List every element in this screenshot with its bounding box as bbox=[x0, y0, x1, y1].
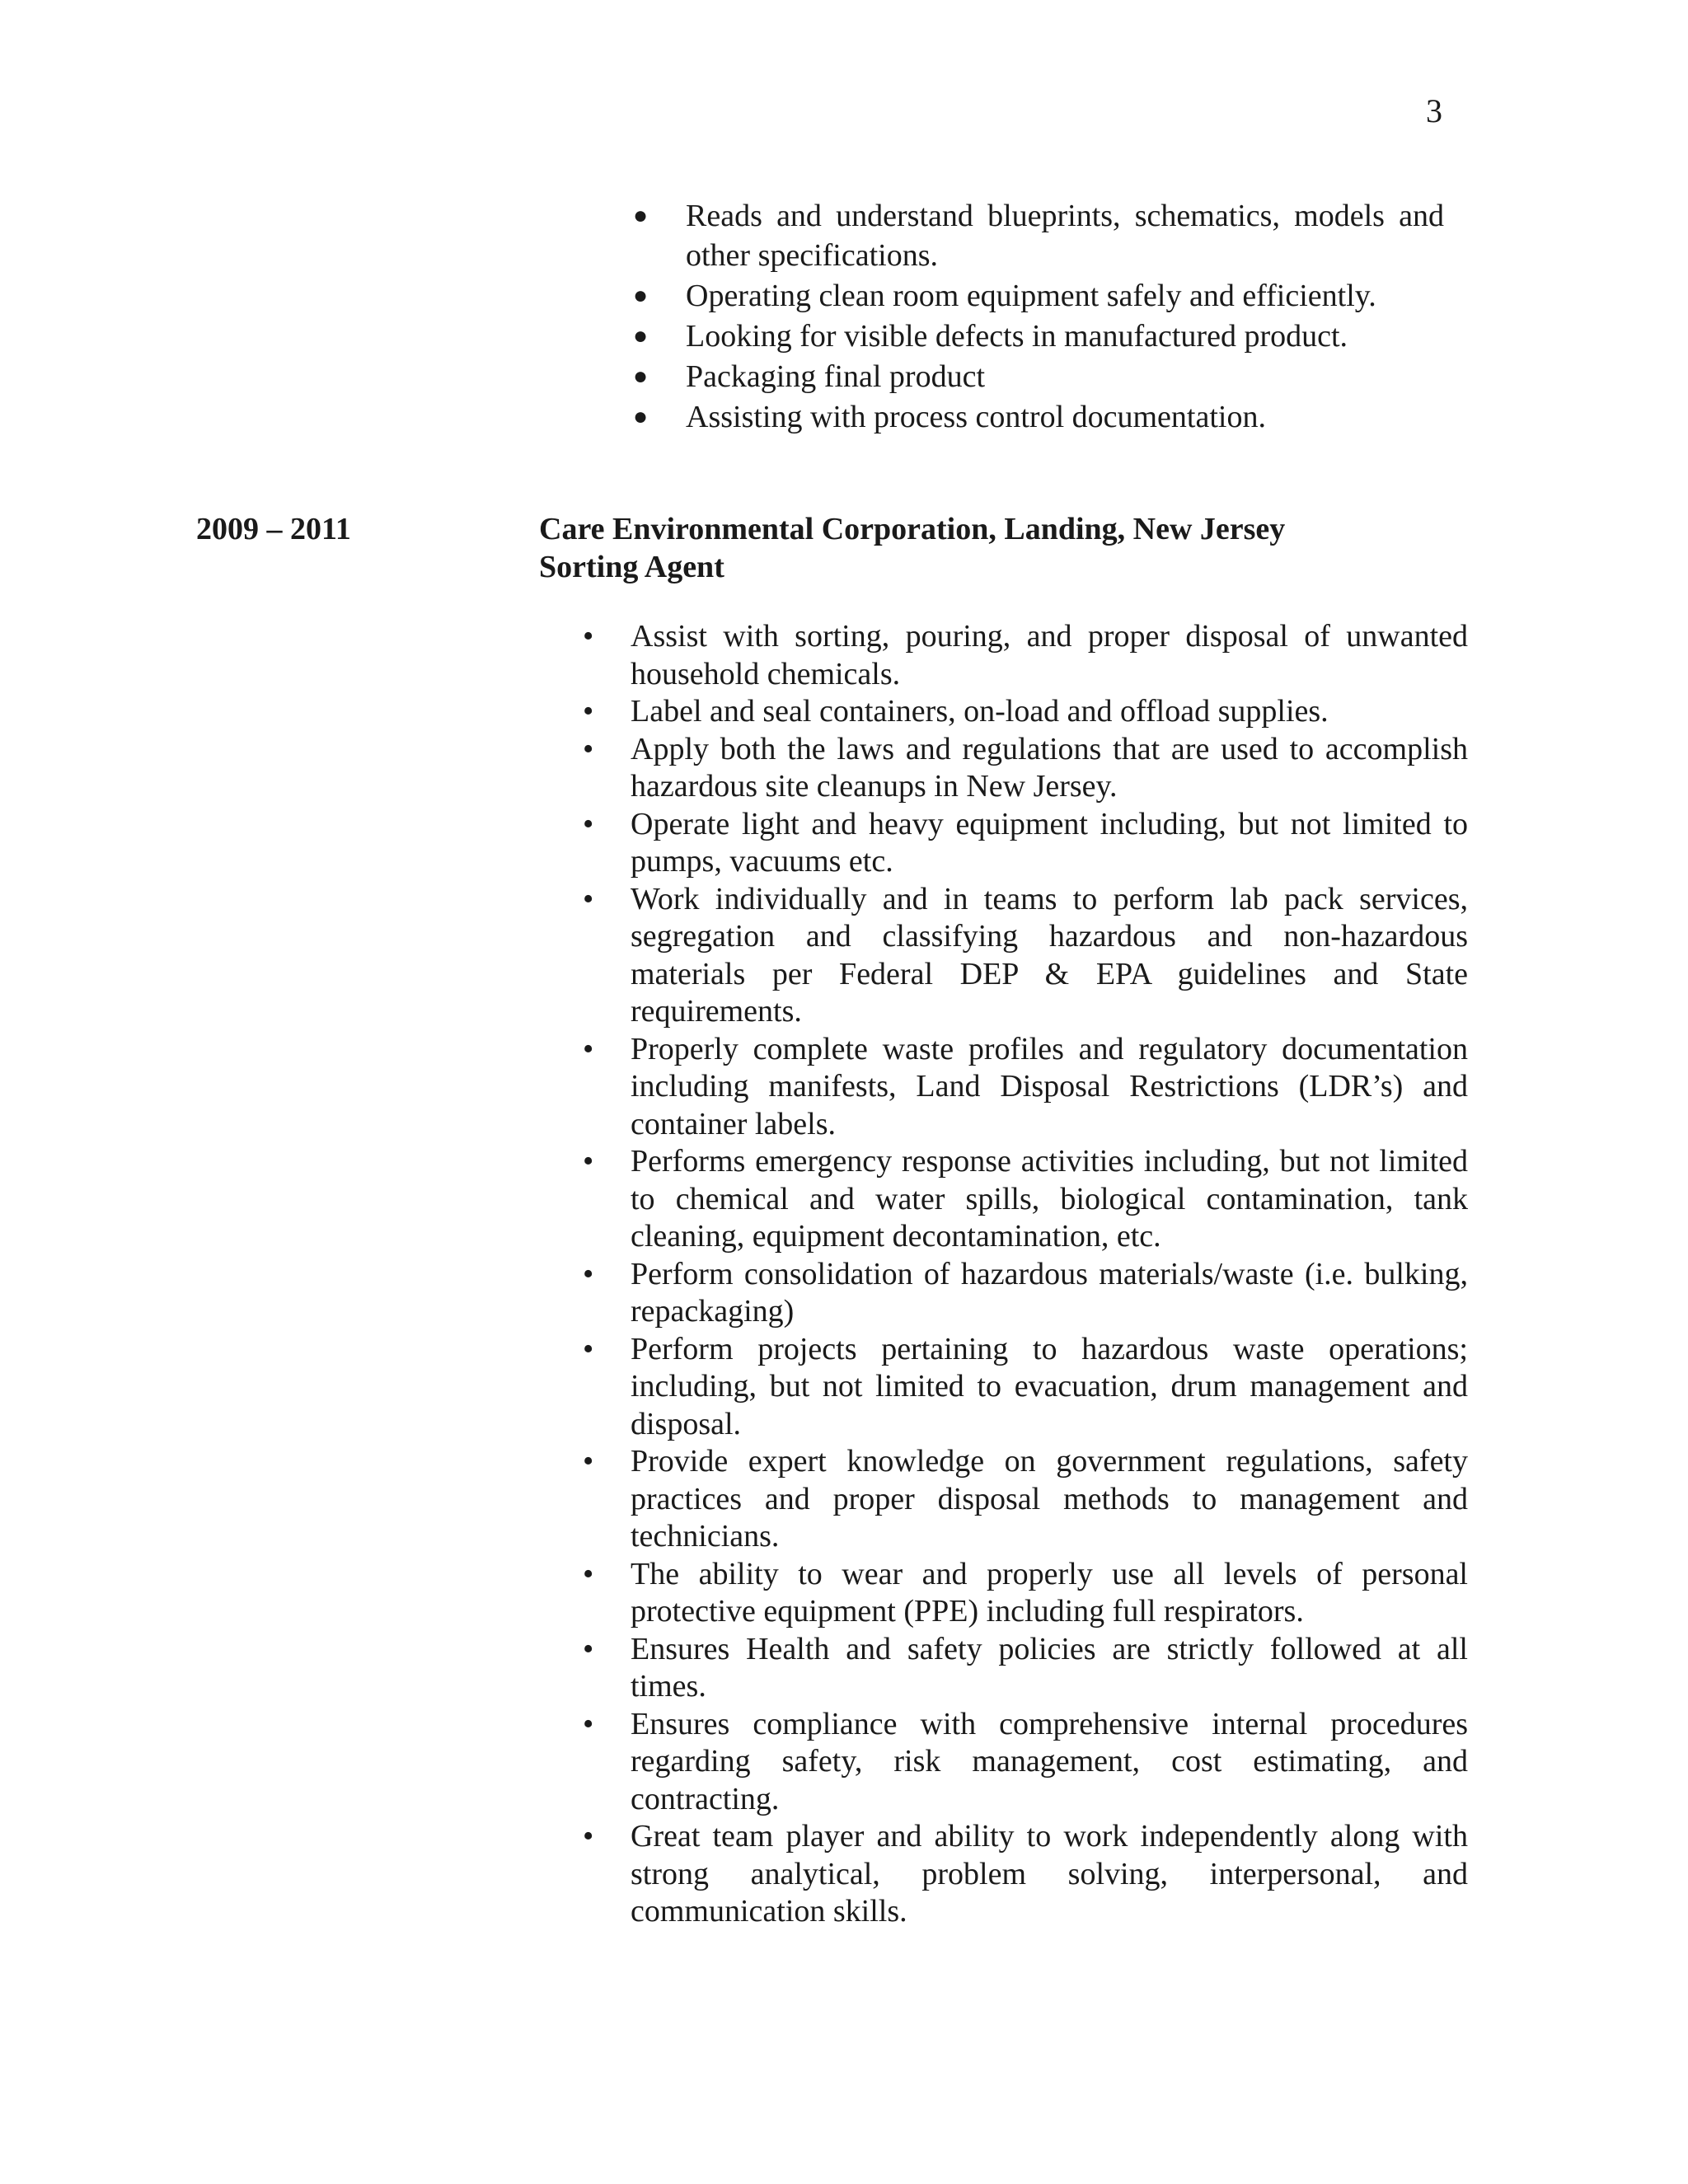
duty-text: Packaging final product bbox=[686, 359, 986, 394]
list-item bbox=[633, 276, 1444, 316]
duty-text: Perform consolidation of hazardous materials/waste (i.e. bulking, repackaging) bbox=[631, 1256, 1468, 1329]
bullet-icon: • bbox=[583, 619, 594, 654]
duty-text: The ability to wear and properly use all levels of personal protective equipment (PPE) including full respirators. bbox=[631, 1556, 1468, 1629]
list-item bbox=[633, 357, 1444, 396]
list-item bbox=[583, 1031, 1468, 1144]
list-item bbox=[583, 1818, 1468, 1931]
bullet-icon: • bbox=[583, 694, 594, 729]
list-item bbox=[633, 196, 1444, 275]
bullet-icon: • bbox=[583, 1631, 594, 1666]
list-item bbox=[583, 1143, 1468, 1256]
bullet-icon: • bbox=[583, 1444, 594, 1479]
duty-text: Label and seal containers, on-load and offload supplies. bbox=[631, 694, 1329, 729]
duty-text: Reads and understand blueprints, schematics, models and other specifications. bbox=[686, 199, 1444, 273]
bullet-icon: ● bbox=[633, 202, 649, 229]
previous-role-duties-list bbox=[633, 196, 1444, 437]
list-item bbox=[583, 1443, 1468, 1556]
list-item bbox=[583, 1331, 1468, 1444]
list-item bbox=[583, 1556, 1468, 1631]
bullet-icon: • bbox=[583, 1819, 594, 1854]
duty-text: Ensures Health and safety policies are strictly followed at all times. bbox=[631, 1631, 1468, 1704]
bullet-icon: ● bbox=[633, 363, 649, 390]
duty-text: Apply both the laws and regulations that are used to accomplish hazardous site cleanups in New Jersey. bbox=[631, 731, 1468, 804]
list-item bbox=[583, 731, 1468, 806]
duty-text: Assist with sorting, pouring, and proper disposal of unwanted household chemicals. bbox=[631, 619, 1468, 691]
bullet-icon: ● bbox=[633, 282, 649, 309]
list-item bbox=[583, 881, 1468, 1031]
employer-name: Care Environmental Corporation, Landing, New Jersey bbox=[539, 512, 1286, 546]
duty-text: Looking for visible defects in manufactured product. bbox=[686, 319, 1348, 354]
duty-text: Ensures compliance with comprehensive internal procedures regarding safety, risk management, cost estimating, and contracting. bbox=[631, 1706, 1468, 1816]
bullet-icon: • bbox=[583, 881, 594, 916]
bullet-icon: • bbox=[583, 1556, 594, 1591]
bullet-icon: ● bbox=[633, 322, 649, 349]
list-item bbox=[583, 1631, 1468, 1706]
job-duties-list bbox=[583, 618, 1468, 1931]
duty-text: Properly complete waste profiles and regulatory documentation including manifests, Land Disposal Restrictions (LDR’s) and container labels. bbox=[631, 1031, 1468, 1141]
list-item bbox=[583, 1706, 1468, 1819]
bullet-icon: • bbox=[583, 1256, 594, 1291]
job-title: Sorting Agent bbox=[539, 550, 724, 584]
duty-text: Provide expert knowledge on government regulations, safety practices and proper disposal methods to management and technicians. bbox=[631, 1444, 1468, 1554]
list-item bbox=[583, 693, 1468, 731]
duty-text: Assisting with process control documentation. bbox=[686, 400, 1266, 434]
list-item bbox=[583, 806, 1468, 881]
bullet-icon: • bbox=[583, 1331, 594, 1366]
duty-text: Operate light and heavy equipment including, but not limited to pumps, vacuums etc. bbox=[631, 806, 1468, 879]
list-item bbox=[633, 316, 1444, 356]
list-item bbox=[633, 397, 1444, 437]
list-item bbox=[583, 1256, 1468, 1331]
duty-text: Operating clean room equipment safely and efficiently. bbox=[686, 279, 1376, 313]
bullet-icon: ● bbox=[633, 403, 649, 430]
duty-text: Work individually and in teams to perform lab pack services, segregation and classifying hazardous and non-hazardous materials per Federal DEP & EPA guidelines and State requirements. bbox=[631, 881, 1468, 1029]
page-number: 3 bbox=[1426, 92, 1442, 129]
job-dates: 2009 – 2011 bbox=[196, 512, 351, 546]
duty-text: Perform projects pertaining to hazardous waste operations; including, but not limited to evacuation, drum management and disposal. bbox=[631, 1331, 1468, 1441]
duty-text: Great team player and ability to work independently along with strong analytical, problem solving, interpersonal, and communication skills. bbox=[631, 1819, 1468, 1929]
bullet-icon: • bbox=[583, 806, 594, 841]
bullet-icon: • bbox=[583, 1144, 594, 1179]
bullet-icon: • bbox=[583, 1706, 594, 1741]
bullet-icon: • bbox=[583, 731, 594, 766]
bullet-icon: • bbox=[583, 1031, 594, 1066]
list-item bbox=[583, 618, 1468, 693]
duty-text: Performs emergency response activities including, but not limited to chemical and water spills, biological contamination, tank cleaning, equipment decontamination, etc. bbox=[631, 1144, 1468, 1254]
